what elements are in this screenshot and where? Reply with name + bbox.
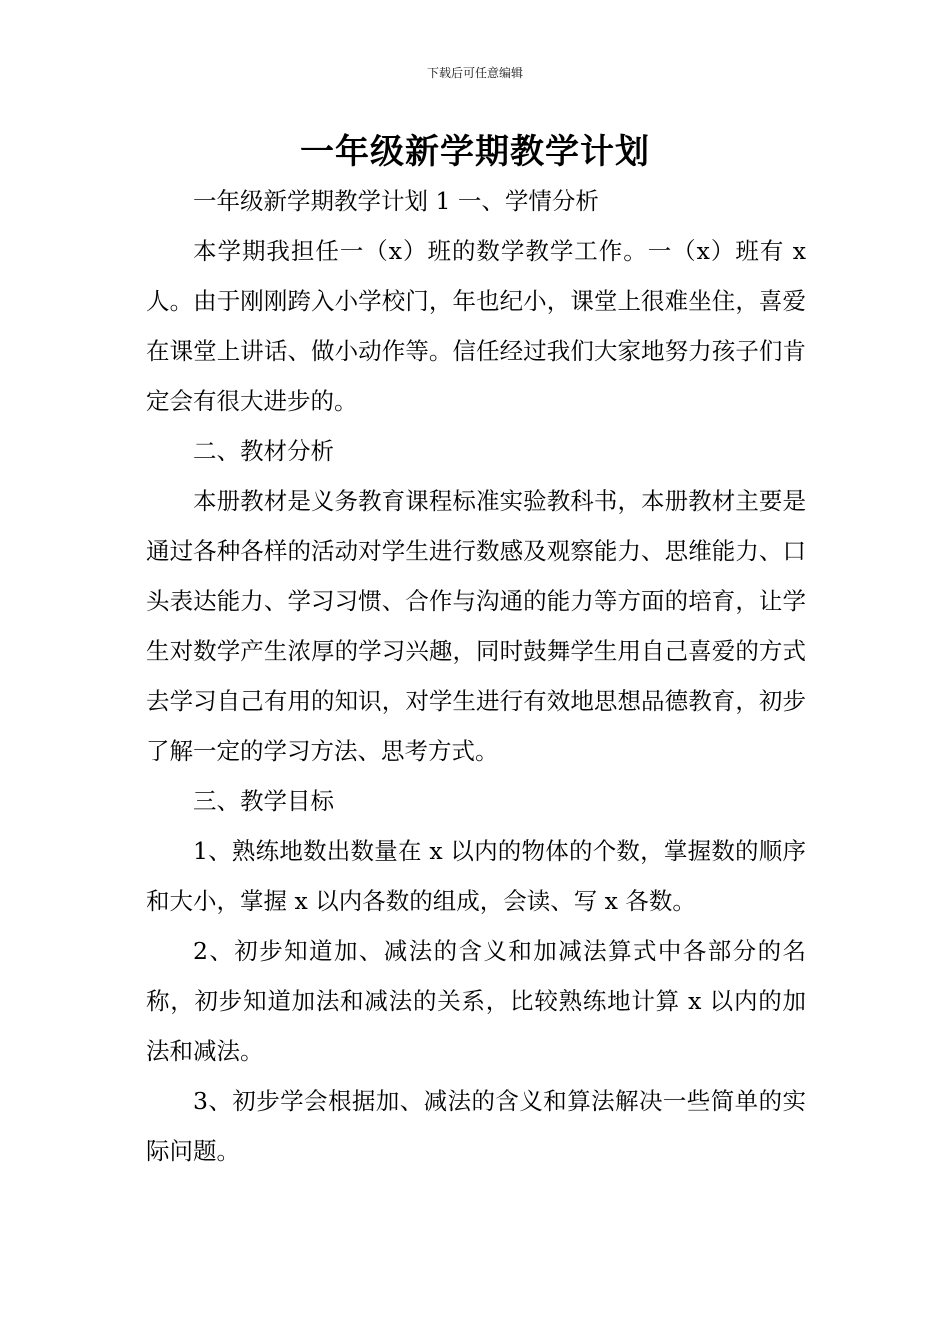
paragraph-goal-2: 2、初步知道加、减法的含义和加减法算式中各部分的名称，初步知道加法和减法的关系，比较熟练地计算 x 以内的加法和减法。 (146, 937, 806, 1065)
document-body (146, 176, 806, 1176)
header-note: 下载后可任意编辑 (426, 66, 523, 80)
paragraph-class-analysis: 本学期我担任一（x）班的数学教学工作。一（x）班有 x 人。由于刚刚跨入小学校门，年也纪小，课堂上很难坐住，喜爱在课堂上讲话、做小动作等。信任经过我们大家地努力孩子们肯定会有很大进步的。 (146, 237, 806, 415)
paragraph-textbook-analysis: 本册教材是义务教育课程标准实验教科书，本册教材主要是通过各种各样的活动对学生进行数感及观察能力、思维能力、口头表达能力、学习习惯、合作与沟通的能力等方面的培育，让学生对数学产生浓厚的学习兴趣，同时鼓舞学生用自己喜爱的方式去学习自己有用的知识，对学生进行有效地思想品德教育，初步了解一定的学习方法、思考方式。 (146, 487, 806, 765)
section-heading-goals: 三、教学目标 (193, 787, 334, 815)
paragraph-intro-heading: 一年级新学期教学计划 1 一、学情分析 (193, 187, 599, 215)
paragraph-goal-1: 1、熟练地数出数量在 x 以内的物体的个数，掌握数的顺序和大小，掌握 x 以内各数的组成，会读、写 x 各数。 (146, 837, 806, 915)
document-title: 一年级新学期教学计划 (300, 132, 650, 172)
section-heading-textbook: 二、教材分析 (193, 437, 334, 465)
paragraph-goal-3: 3、初步学会根据加、减法的含义和算法解决一些简单的实际问题。 (146, 1087, 806, 1165)
